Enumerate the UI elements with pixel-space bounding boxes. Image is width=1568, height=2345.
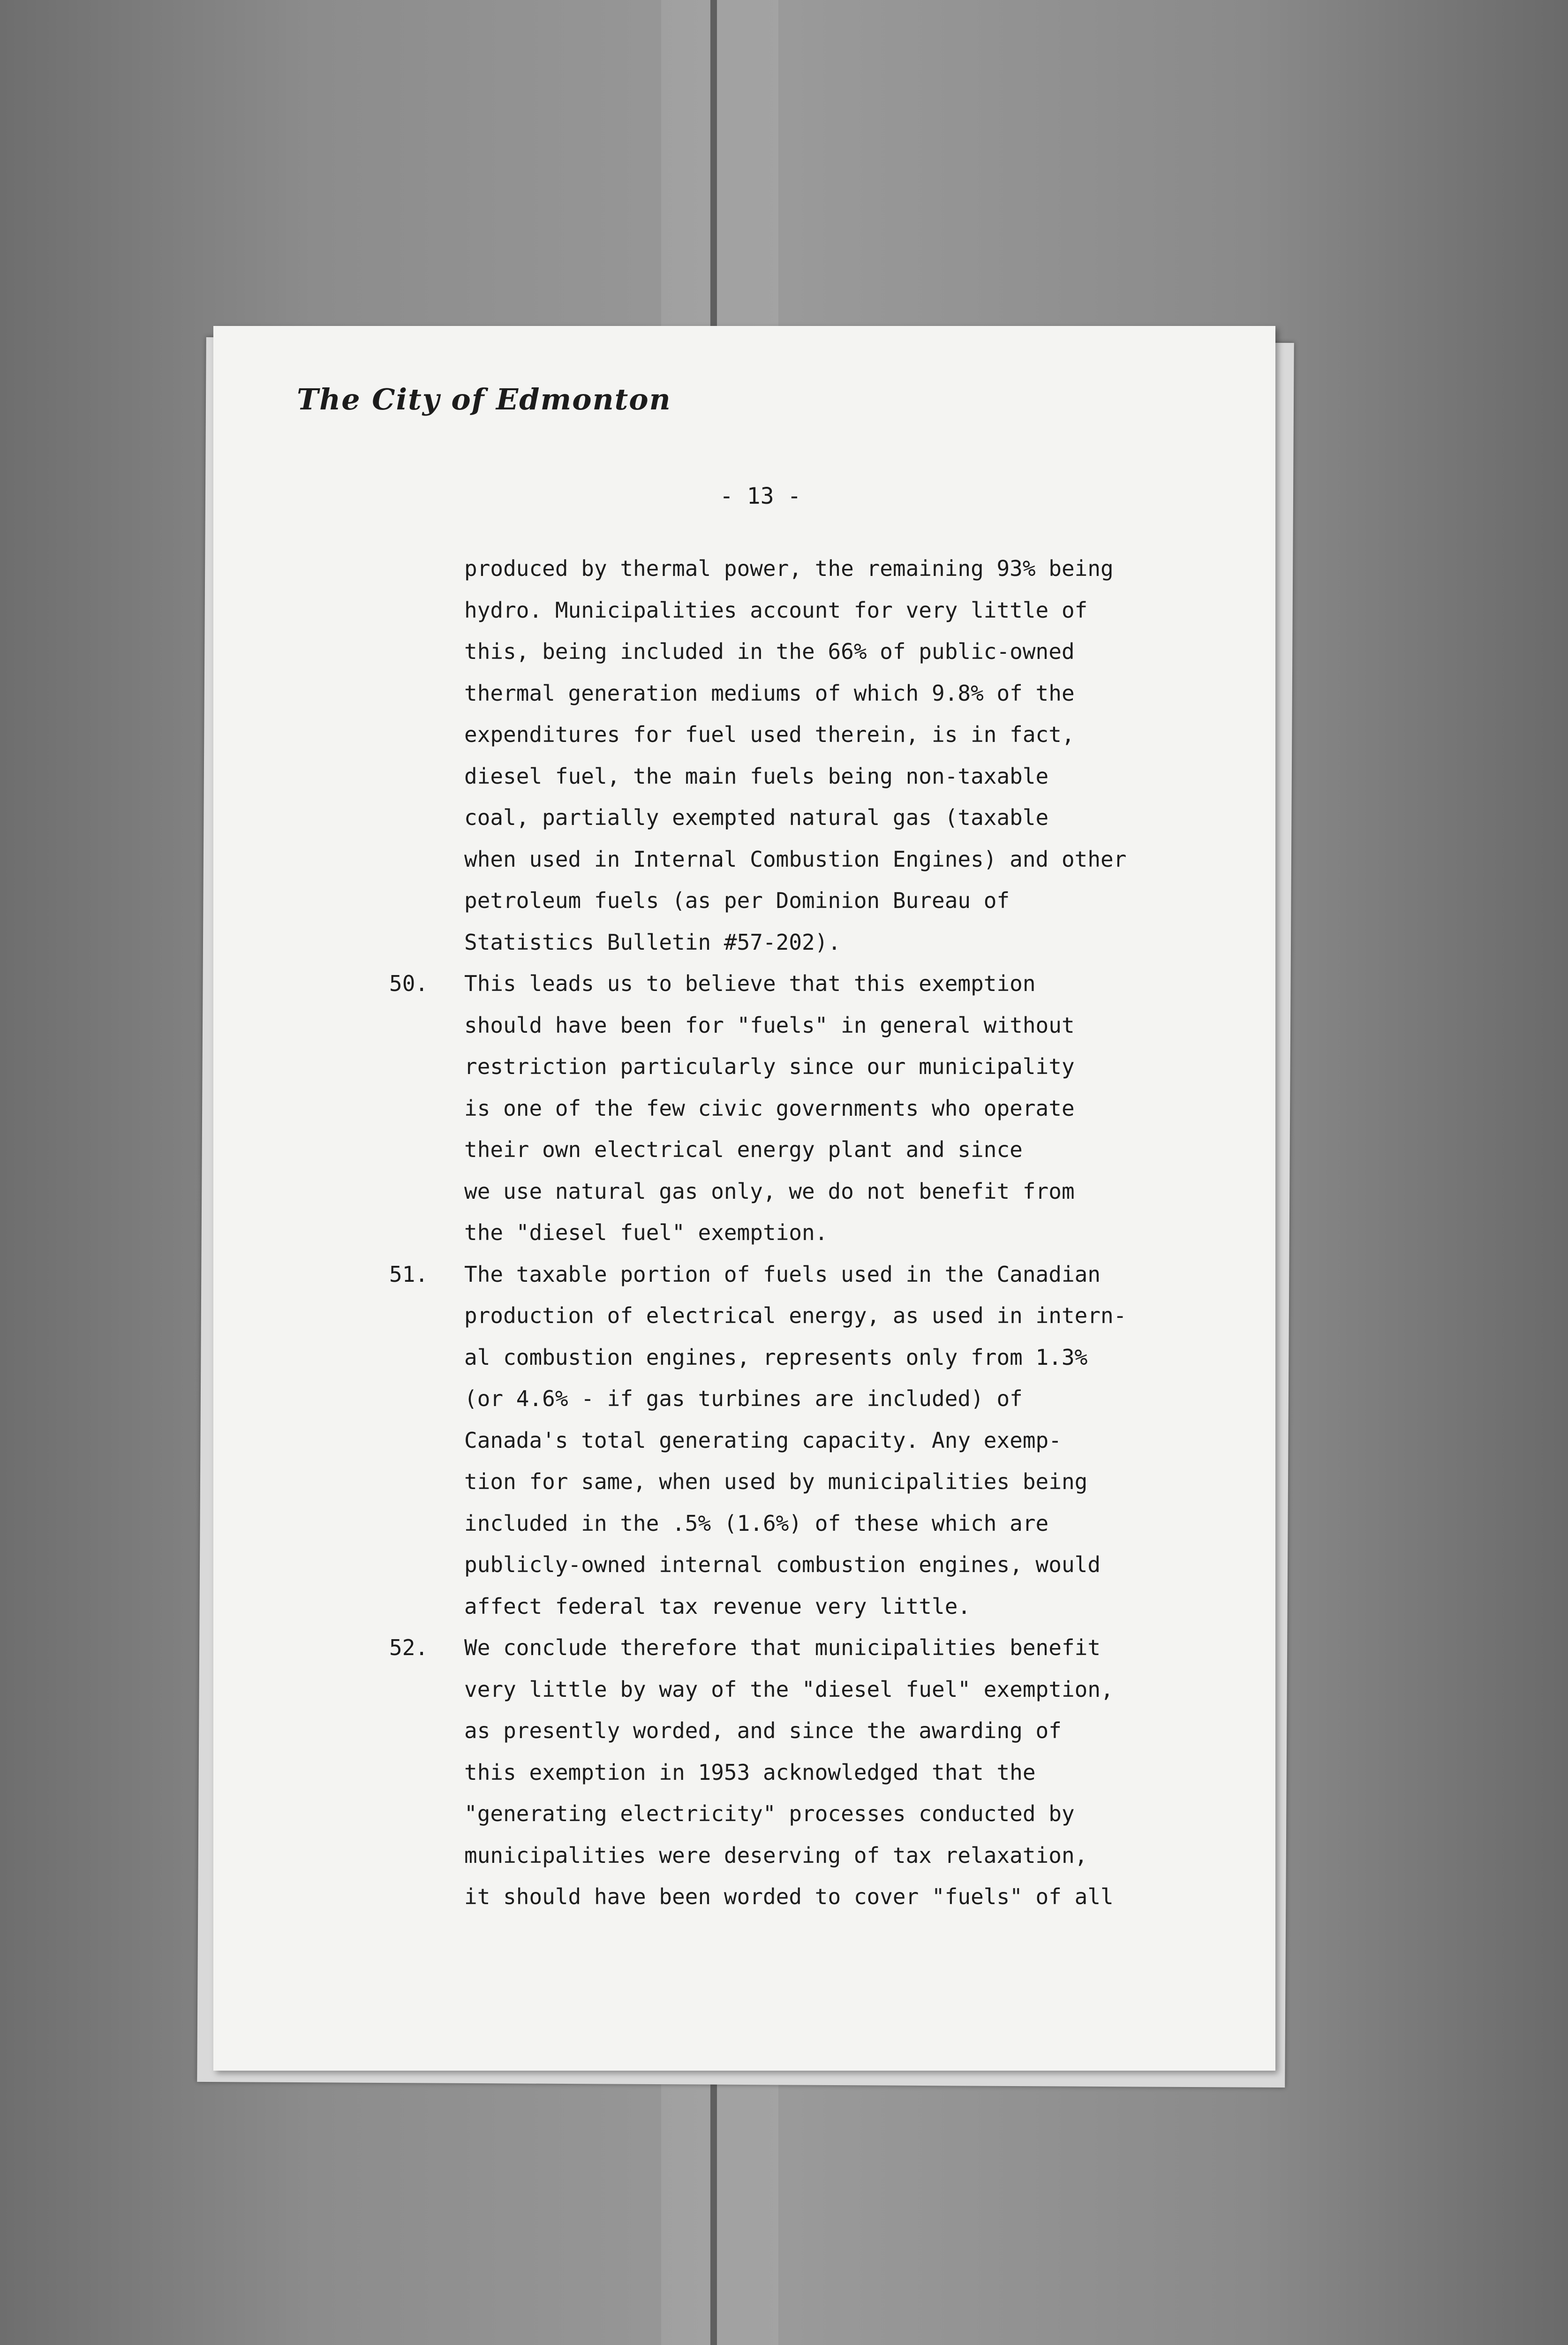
text-line: publicly-owned internal combustion engines, would: [464, 1552, 1101, 1577]
text-line: affect federal tax revenue very little.: [464, 1593, 971, 1619]
letterhead: The City of Edmonton: [297, 382, 671, 416]
text-line: as presently worded, and since the awarding of: [464, 1718, 1062, 1743]
text-line: the "diesel fuel" exemption.: [464, 1220, 828, 1245]
page-number: - 13 -: [720, 483, 801, 509]
text-line: it should have been worded to cover "fuels" of all: [464, 1884, 1114, 1909]
text-line: (or 4.6% - if gas turbines are included) of: [464, 1386, 1023, 1411]
text-line: production of electrical energy, as used in intern-: [464, 1303, 1127, 1328]
text-line: expenditures for fuel used therein, is in fact,: [464, 722, 1075, 747]
text-line: this, being included in the 66% of public-owned: [464, 639, 1075, 664]
text-line: we use natural gas only, we do not benefit from: [464, 1178, 1075, 1204]
text-line: very little by way of the "diesel fuel" exemption,: [464, 1676, 1114, 1702]
text-line: Canada's total generating capacity. Any exemp-: [464, 1427, 1062, 1453]
text-line: This leads us to believe that this exemption: [464, 971, 1036, 996]
text-line: We conclude therefore that municipalities benefit: [464, 1635, 1101, 1660]
text-line: thermal generation mediums of which 9.8% of the: [464, 680, 1075, 706]
text-line: hydro. Municipalities account for very little of: [464, 597, 1088, 623]
text-line: this exemption in 1953 acknowledged that the: [464, 1759, 1036, 1785]
text-line: The taxable portion of fuels used in the Canadian: [464, 1261, 1101, 1287]
paragraph-number: 51.: [389, 1261, 429, 1287]
text-line: should have been for "fuels" in general without: [464, 1012, 1075, 1038]
text-line: their own electrical energy plant and since: [464, 1137, 1023, 1162]
text-line: restriction particularly since our municipality: [464, 1054, 1075, 1079]
paragraph-number: 50.: [389, 971, 429, 996]
text-line: tion for same, when used by municipalities being: [464, 1469, 1088, 1494]
document-page: [213, 326, 1275, 2071]
text-line: Statistics Bulletin #57-202).: [464, 929, 841, 955]
text-line: produced by thermal power, the remaining 93% being: [464, 556, 1114, 581]
text-line: municipalities were deserving of tax relaxation,: [464, 1842, 1088, 1868]
text-line: al combustion engines, represents only from 1.3%: [464, 1344, 1088, 1370]
text-line: is one of the few civic governments who operate: [464, 1095, 1075, 1121]
text-line: "generating electricity" processes conducted by: [464, 1801, 1075, 1826]
text-line: diesel fuel, the main fuels being non-taxable: [464, 763, 1049, 789]
paragraph-number: 52.: [389, 1635, 429, 1660]
text-line: coal, partially exempted natural gas (taxable: [464, 805, 1049, 830]
text-line: when used in Internal Combustion Engines) and other: [464, 846, 1127, 872]
text-line: included in the .5% (1.6%) of these which are: [464, 1510, 1049, 1536]
text-line: petroleum fuels (as per Dominion Bureau of: [464, 888, 1010, 913]
